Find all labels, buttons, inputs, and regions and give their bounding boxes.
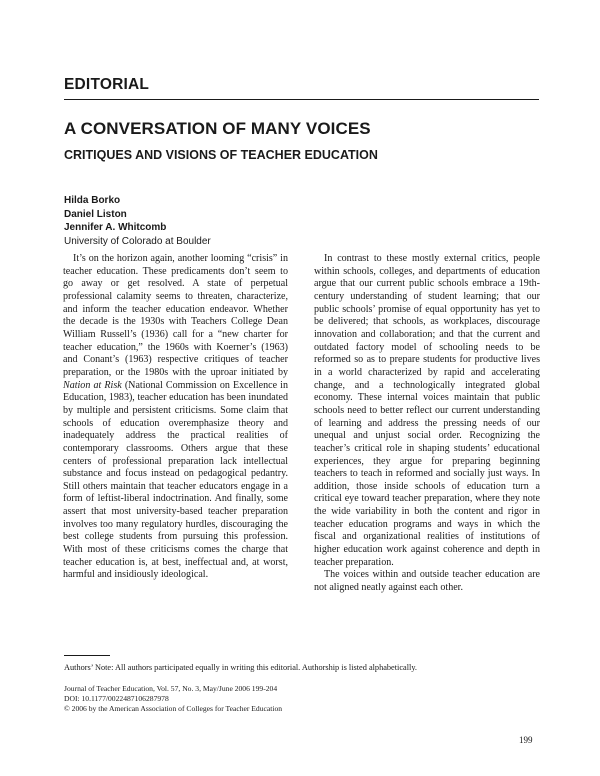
author-block bbox=[64, 194, 211, 248]
body-paragraph bbox=[63, 253, 288, 582]
page-number: 199 bbox=[519, 735, 533, 745]
copyright: © 2006 by the American Association of Colleges for Teacher Education bbox=[64, 703, 283, 713]
footnote-divider bbox=[64, 655, 110, 656]
journal-citation: Journal of Teacher Education, Vol. 57, No. 3, May/June 2006 199-204 bbox=[64, 684, 278, 693]
author-name: Jennifer A. Whitcomb bbox=[64, 222, 167, 233]
body-column-right bbox=[314, 253, 540, 595]
body-paragraph: The voices within and outside teacher education are not aligned neatly against each other. bbox=[314, 569, 540, 594]
author-name: Hilda Borko bbox=[64, 195, 121, 206]
article-title: A CONVERSATION OF MANY VOICES bbox=[64, 119, 371, 138]
authors-note: Authors’ Note: All authors participated equally in writing this editorial. Authorship is listed alphabetically. bbox=[64, 663, 418, 672]
body-paragraph: In contrast to these mostly external critics, people within schools, colleges, and departments of education argue that our current public schools embrace a 19th-century understanding of student learning; that our public schools’ promise of equal opportunity has yet to be delivered; that schools, as workplaces, discourage innovation and collaboration; and that the current and outdated factory model of schooling needs to be reformed so as to prepare students for productive lives in a world characterized by rapid and accelerating change, and a technologically integrated global economy. These internal voices maintain that public schools need to better reflect our current understanding of learning and address the pressing needs of our unequal and unjust social order. Recognizing the teacher’s critical role in shaping students’ educational experiences, they argue for preparing beginning teachers to teach in reformed and socially just ways. In addition, those inside schools of education turn a critical eye toward teacher preparation, where they note the wide variability in both the content and rigor in teacher education programs and ways in which the fiscal and organizational realities of institutions of higher education work against coherence and depth in teacher preparation. bbox=[314, 253, 540, 568]
body-column-left bbox=[63, 253, 288, 582]
author-affiliation: University of Colorado at Boulder bbox=[64, 235, 211, 247]
doi: DOI: 10.1177/0022487106287978 bbox=[64, 693, 169, 703]
body-text: (National Commission on Excellence in Education, 1983), teacher education has been inundated by multiple and persistent criticisms. Some claim that schools of education overemphasize theory and inadequately address the practical realities of contemporary classrooms. Others argue that these centers of professional preparation lack intellectual substance and focus instead on pedagogical pedantry. Still others maintain that teacher educators engage in a form of leftist-liberal indoctrination. And finally, some assert that most university-based teacher preparation involves too many regulatory hurdles, discouraging the best college students from pursuing this profession. With most of these criticisms comes the charge that teacher education is, at best, ineffectual and, at worst, harmful and insidiously ideological. bbox=[63, 379, 288, 581]
section-label: EDITORIAL bbox=[64, 76, 150, 93]
body-text: It’s on the horizon again, another looming “crisis” in teacher education. These predicaments don’t seem to go away or get resolved. A state of perpetual professional calamity seems to threaten, characterize, and inform the teacher education endeavor. Whether the decade is the 1930s with Teachers College Dean William Russell’s (1936) call for a “new charter for teacher education,” the 1960s with Koerner’s (1963) and Conant’s (1963) respective critiques of teacher preparation, or the 1980s with the uproar initiated by bbox=[63, 253, 288, 378]
section-divider bbox=[64, 99, 539, 100]
citation-block bbox=[64, 684, 282, 713]
author-name: Daniel Liston bbox=[64, 208, 127, 220]
article-subtitle: CRITIQUES AND VISIONS OF TEACHER EDUCATION bbox=[64, 148, 378, 162]
cited-title: Nation at Risk bbox=[63, 379, 122, 391]
